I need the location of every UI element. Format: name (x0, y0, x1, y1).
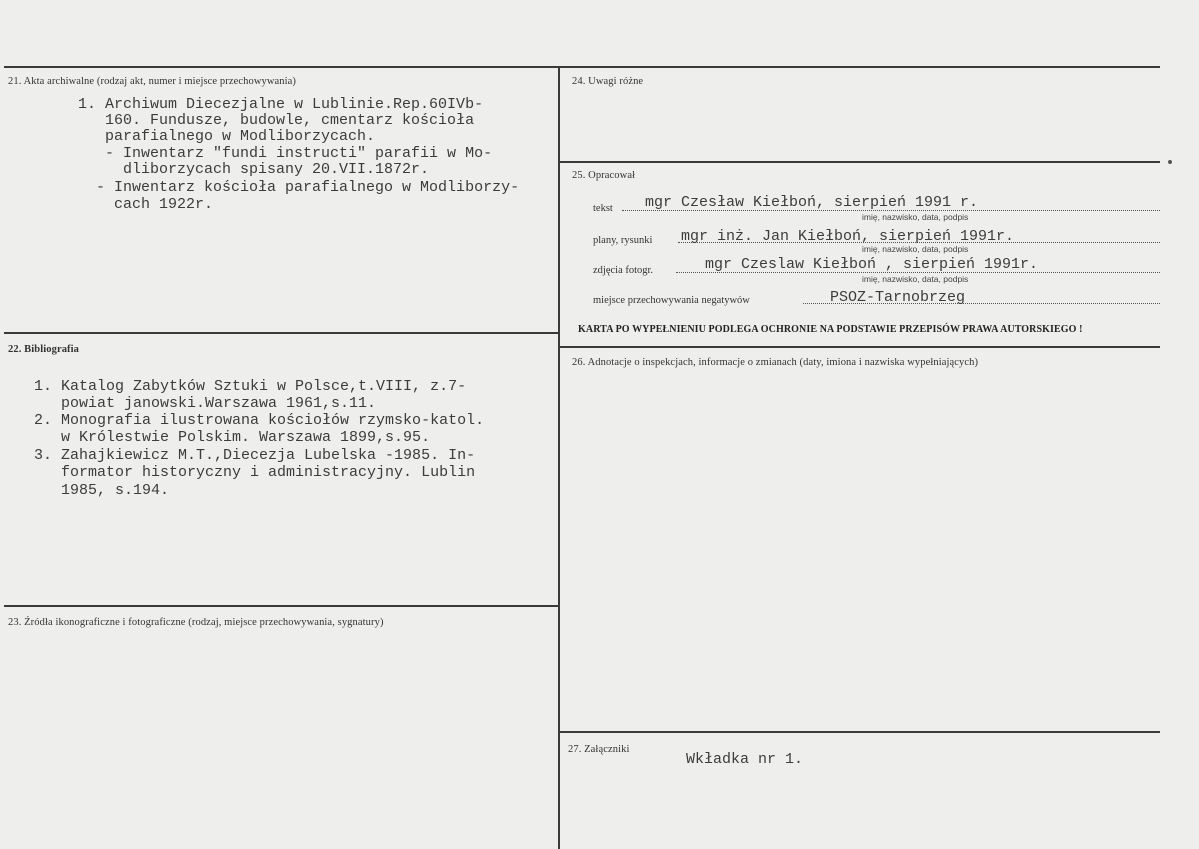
rule-26-27 (558, 731, 1160, 733)
zdjecia-label: zdjęcia fotogr. (593, 265, 654, 276)
tekst-value: mgr Czesław Kiełboń, sierpień 1991 r. (645, 194, 979, 211)
section-21-line-2: 160. Fundusze, budowle, cmentarz kościoła (78, 112, 475, 129)
section-27-label: 27. Załączniki (568, 744, 630, 755)
tekst-label: tekst (593, 203, 613, 214)
section-21-line-5: dliborzycach spisany 20.VII.1872r. (78, 161, 430, 178)
rule-25-26 (558, 346, 1160, 348)
top-rule (4, 66, 1160, 68)
copyright-warning: KARTA PO WYPEŁNIENIU PODLEGA OCHRONIE NA PODSTAWIE PRZEPISÓW PRAWA AUTORSKIEGO ! (578, 324, 1083, 335)
plany-value: mgr inż. Jan Kiełboń, sierpień 1991r. (681, 228, 1015, 245)
section-27-value: Wkładka nr 1. (686, 751, 804, 768)
plany-label: plany, rysunki (593, 235, 653, 246)
section-22-line-3: 2. Monografia ilustrowana kościołów rzymsko-katol. (34, 412, 485, 429)
tekst-hint: imię, nazwisko, data, podpis (862, 212, 969, 222)
section-26-label: 26. Adnotacje o inspekcjach, informacje o zmianach (daty, imiona i nazwiska wypełniających) (572, 357, 979, 368)
section-21-line-4: - Inwentarz "fundi instructi" parafii w Mo- (78, 145, 493, 162)
rule-21-22 (4, 332, 559, 334)
zdjecia-value: mgr Czeslaw Kiełboń , sierpień 1991r. (705, 256, 1039, 273)
rule-24-25 (558, 161, 1160, 163)
plany-hint: imię, nazwisko, data, podpis (862, 244, 969, 254)
section-22-line-1: 1. Katalog Zabytków Sztuki w Polsce,t.VIII, z.7- (34, 378, 467, 395)
section-25-label: 25. Opracował (572, 170, 636, 181)
section-23-label: 23. Źródła ikonograficzne i fotograficzne (rodzaj, miejsce przechowywania, sygnatury) (8, 617, 384, 628)
section-22-label: 22. Bibliografia (8, 344, 80, 355)
section-21-label: 21. Akta archiwalne (rodzaj akt, numer i miejsce przechowywania) (8, 76, 297, 87)
section-21-line-6: - Inwentarz kościoła parafialnego w Modliborzy- (78, 179, 520, 196)
section-22-line-4: w Królestwie Polskim. Warszawa 1899,s.95. (34, 429, 431, 446)
section-21-line-7: cach 1922r. (78, 196, 214, 213)
negatywy-label: miejsce przechowywania negatywów (593, 295, 750, 306)
section-22-line-7: 1985, s.194. (34, 482, 170, 499)
zdjecia-hint: imię, nazwisko, data, podpis (862, 274, 969, 284)
section-22-line-2: powiat janowski.Warszawa 1961,s.11. (34, 395, 377, 412)
ink-dot (1168, 160, 1172, 164)
section-21-line-1: 1. Archiwum Diecezjalne w Lublinie.Rep.60IVb- (78, 96, 484, 113)
rule-22-23 (4, 605, 559, 607)
section-22-line-5: 3. Zahajkiewicz M.T.,Diecezja Lubelska -1985. In- (34, 447, 476, 464)
negatywy-value: PSOZ-Tarnobrzeg (830, 289, 966, 306)
section-21-line-3: parafialnego w Modliborzycach. (78, 128, 376, 145)
section-24-label: 24. Uwagi różne (572, 76, 644, 87)
section-22-line-6: formator historyczny i administracyjny. Lublin (34, 464, 476, 481)
